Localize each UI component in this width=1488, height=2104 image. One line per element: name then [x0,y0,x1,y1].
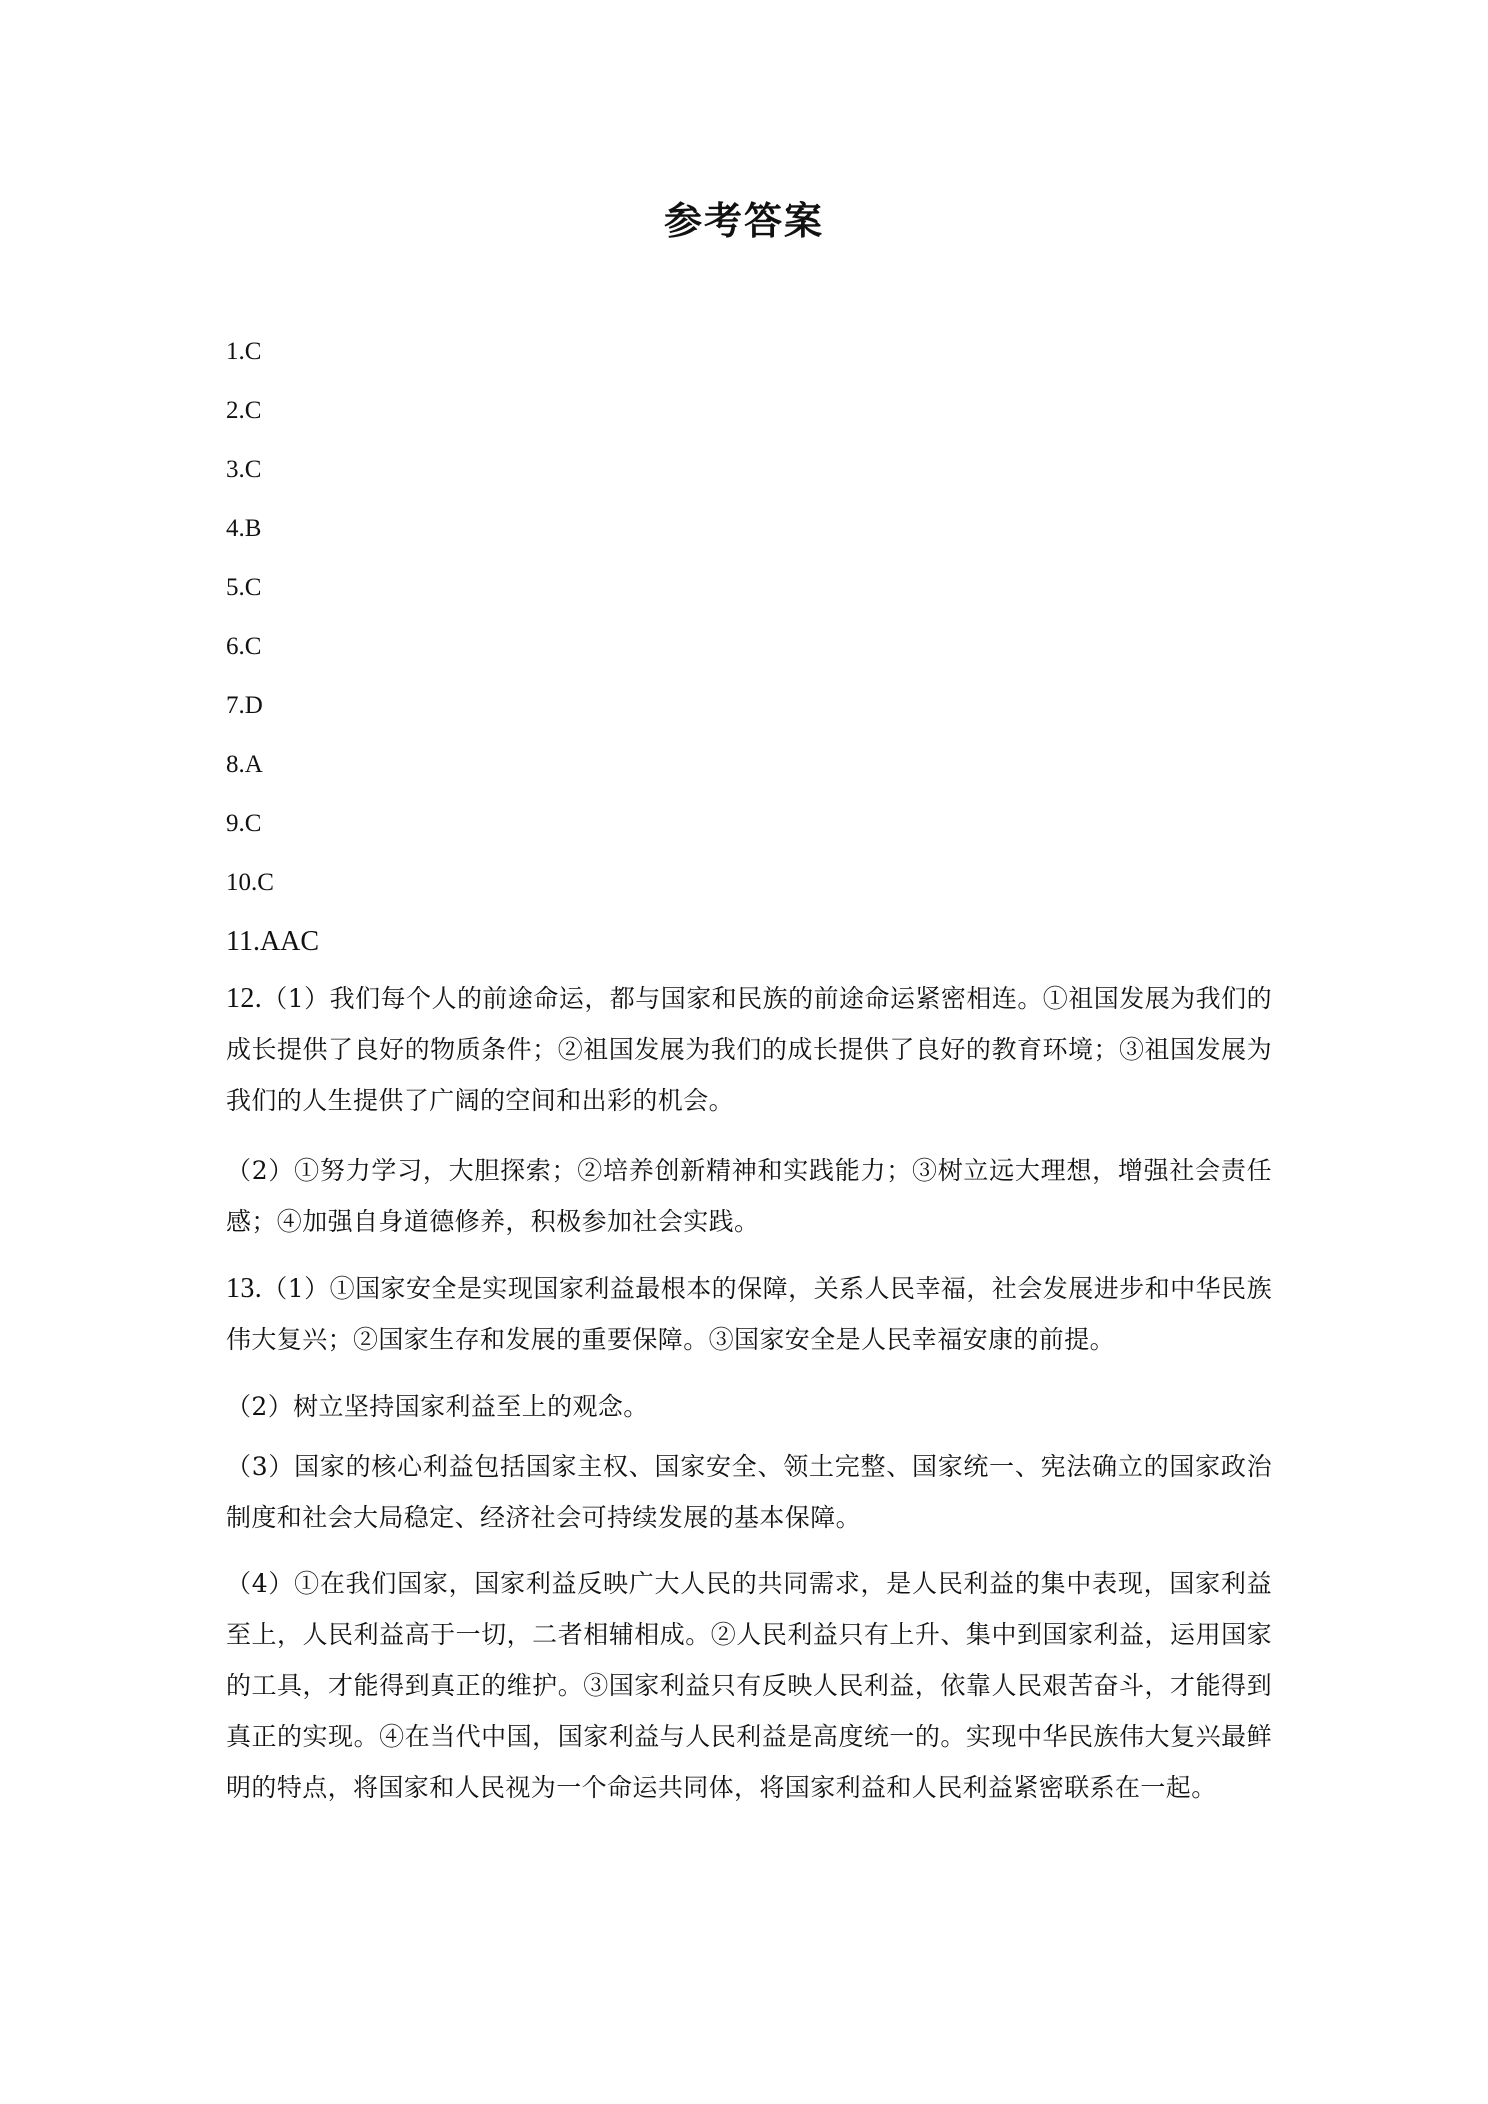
q13-part1 [226,1263,1272,1365]
answer-item: 5.C [226,574,262,601]
answer-item: 1.C [226,338,262,365]
answer-item: 9.C [226,810,262,837]
q13-number: 13. [226,1273,263,1304]
q13-part2: （2）树立坚持国家利益至上的观念。 [226,1392,649,1421]
q12-part1 [226,973,1272,1126]
q13-part1-text: （1）①国家安全是实现国家利益最根本的保障，关系人民幸福，社会发展进步和中华民族伟大复兴；②国家生存和发展的重要保障。③国家安全是人民幸福安康的前提。 [226,1274,1272,1354]
q12-part2: （2）①努力学习，大胆探索；②培养创新精神和实践能力；③树立远大理想，增强社会责任感；④加强自身道德修养，积极参加社会实践。 [226,1156,1272,1236]
answer-item: 3.C [226,456,262,483]
answer-item: 4.B [226,515,262,542]
page-title: 参考答案 [663,199,824,243]
answer-item: 8.A [226,751,263,778]
answer-item: 11.AAC [226,926,320,957]
answer-item: 7.D [226,692,263,719]
q13-part3: （3）国家的核心利益包括国家主权、国家安全、领土完整、国家统一、宪法确立的国家政治制度和社会大局稳定、经济社会可持续发展的基本保障。 [226,1452,1272,1532]
q13-part4: （4）①在我们国家，国家利益反映广大人民的共同需求，是人民利益的集中表现，国家利益至上，人民利益高于一切，二者相辅相成。②人民利益只有上升、集中到国家利益，运用国家的工具，才能得到真正的维护。③国家利益只有反映人民利益，依靠人民艰苦奋斗，才能得到真正的实现。④在当代中国，国家利益与人民利益是高度统一的。实现中华民族伟大复兴最鲜明的特点，将国家和人民视为一个命运共同体，将国家利益和人民利益紧密联系在一起。 [226,1569,1272,1802]
q12-number: 12. [226,983,263,1014]
answer-item: 10.C [226,869,274,896]
answer-item: 2.C [226,397,262,424]
answer-item: 6.C [226,633,262,660]
answer-list [226,322,319,971]
q12-part1-text: （1）我们每个人的前途命运，都与国家和民族的前途命运紧密相连。①祖国发展为我们的成长提供了良好的物质条件；②祖国发展为我们的成长提供了良好的教育环境；③祖国发展为我们的人生提供了广阔的空间和出彩的机会。 [226,984,1272,1115]
